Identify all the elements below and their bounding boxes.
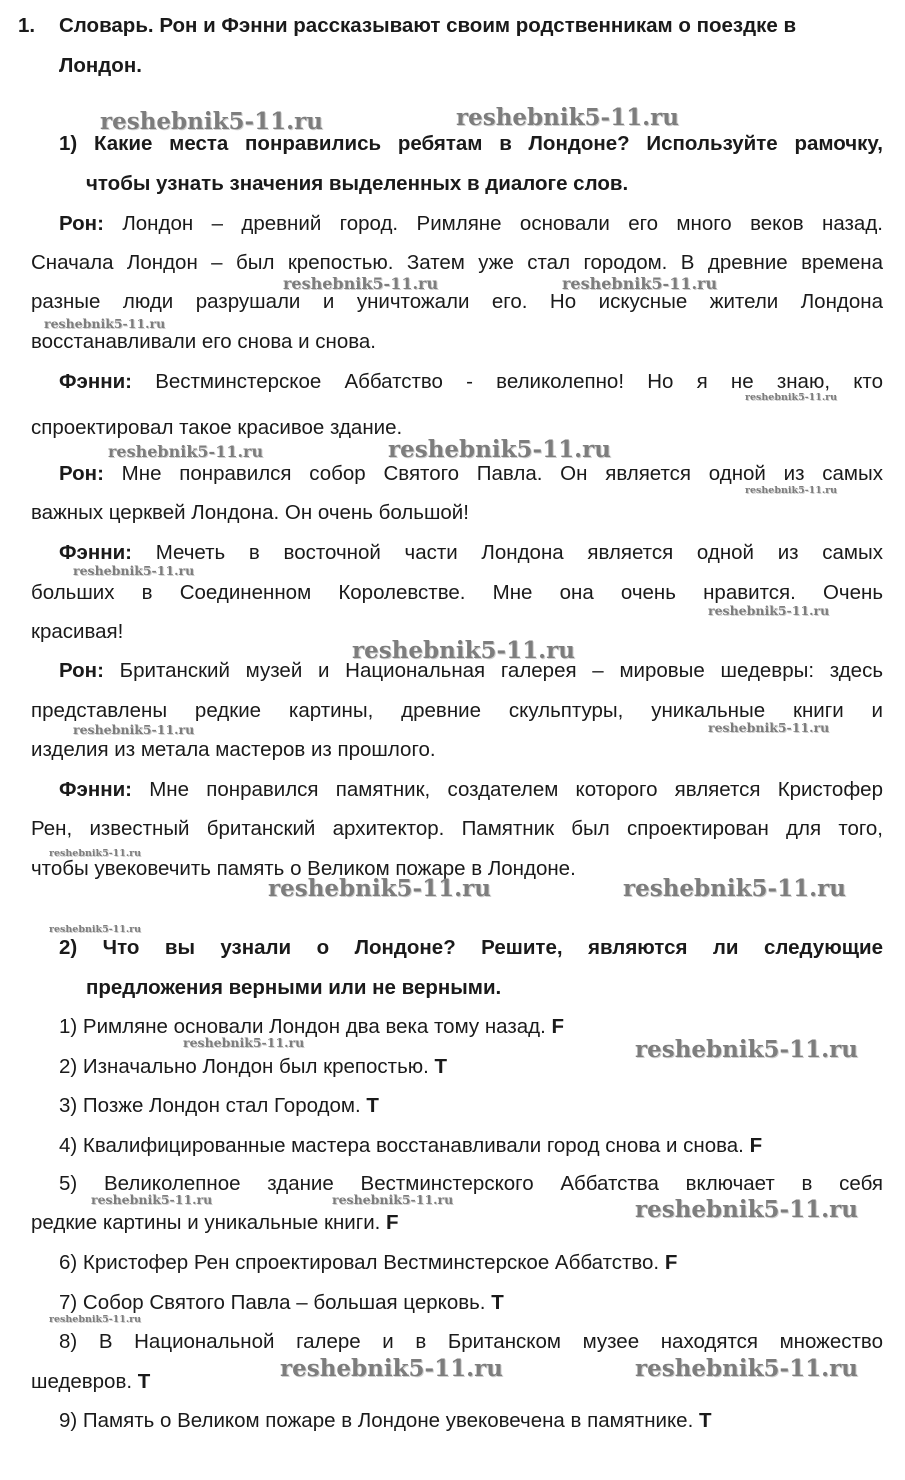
dialogue-line: больших в Соединенном Королевстве. Мне она очень нравится. Очень: [31, 581, 883, 604]
dialogue-line: Рон: Мне понравился собор Святого Павла. Он является одной из самых: [59, 462, 883, 485]
watermark: reshebnik5-11.ru: [332, 1192, 454, 1207]
answer-mark: T: [137, 1370, 151, 1393]
speaker-name: Фэнни:: [59, 541, 133, 564]
statement: 1) Римляне основали Лондон два века тому назад. F: [59, 1015, 565, 1038]
watermark: reshebnik5-11.ru: [283, 274, 439, 293]
task1-question: 1) Какие места понравились ребятам в Лондоне? Используйте рамочку,: [59, 132, 883, 155]
watermark: reshebnik5-11.ru: [635, 1196, 858, 1223]
watermark: reshebnik5-11.ru: [183, 1035, 305, 1050]
dialogue-line: красивая!: [31, 620, 124, 643]
dialogue-line: Сначала Лондон – был крепостью. Затем уже стал городом. В древние времена: [31, 251, 883, 274]
statement: 6) Кристофер Рен спроектировал Вестминстерское Аббатство. F: [59, 1251, 678, 1274]
dialogue-line: чтобы увековечить память о Великом пожаре в Лондоне.: [31, 857, 576, 880]
speaker-name: Рон:: [59, 212, 104, 235]
statement: 4) Квалифицированные мастера восстанавливали город снова и снова. F: [59, 1134, 763, 1157]
speaker-name: Рон:: [59, 659, 104, 682]
statement: 9) Память о Великом пожаре в Лондоне увековечена в памятнике. T: [59, 1409, 712, 1432]
exercise-title-cont: Лондон.: [59, 54, 142, 77]
watermark: reshebnik5-11.ru: [73, 563, 195, 578]
dialogue-line: Рен, известный британский архитектор. Памятник был спроектирован для того,: [31, 817, 883, 840]
speaker-name: Фэнни:: [59, 778, 133, 801]
watermark: reshebnik5-11.ru: [280, 1355, 503, 1382]
dialogue-line: Рон: Британский музей и Национальная галерея – мировые шедевры: здесь: [59, 659, 883, 682]
task2-question: 2) Что вы узнали о Лондоне? Решите, являются ли следующие: [59, 936, 883, 959]
watermark: reshebnik5-11.ru: [456, 104, 679, 131]
speaker-name: Фэнни:: [59, 370, 133, 393]
watermark: reshebnik5-11.ru: [623, 875, 846, 902]
exercise-title: Словарь. Рон и Фэнни рассказывают своим родственникам о поездке в: [59, 14, 797, 37]
answer-mark: F: [664, 1251, 678, 1274]
statement-cont: шедевров. T: [31, 1370, 151, 1393]
dialogue-line: изделия из метала мастеров из прошлого.: [31, 738, 436, 761]
watermark: reshebnik5-11.ru: [49, 848, 142, 859]
speaker-name: Рон:: [59, 462, 104, 485]
statement-cont: редкие картины и уникальные книги. F: [31, 1211, 399, 1234]
watermark: reshebnik5-11.ru: [745, 392, 838, 403]
watermark: reshebnik5-11.ru: [268, 875, 491, 902]
watermark: reshebnik5-11.ru: [44, 316, 166, 331]
dialogue-line: восстанавливали его снова и снова.: [31, 330, 376, 353]
watermark: reshebnik5-11.ru: [388, 436, 611, 463]
watermark: reshebnik5-11.ru: [108, 442, 264, 461]
answer-mark: F: [551, 1015, 565, 1038]
statement: 5) Великолепное здание Вестминстерского Аббатства включает в себя: [59, 1172, 883, 1195]
watermark: reshebnik5-11.ru: [745, 485, 838, 496]
dialogue-line: Рон: Лондон – древний город. Римляне основали его много веков назад.: [59, 212, 883, 235]
watermark: reshebnik5-11.ru: [635, 1036, 858, 1063]
statement: 3) Позже Лондон стал Городом. T: [59, 1094, 379, 1117]
answer-mark: T: [698, 1409, 712, 1432]
watermark: reshebnik5-11.ru: [708, 720, 830, 735]
watermark: reshebnik5-11.ru: [73, 722, 195, 737]
statement: 8) В Национальной галере и в Британском музее находятся множество: [59, 1330, 883, 1353]
dialogue-line: Фэнни: Мне понравился памятник, создателем которого является Кристофер: [59, 778, 883, 801]
dialogue-line: важных церквей Лондона. Он очень большой!: [31, 501, 469, 524]
watermark: reshebnik5-11.ru: [708, 603, 830, 618]
watermark: reshebnik5-11.ru: [352, 637, 575, 664]
dialogue-line: представлены редкие картины, древние скульптуры, уникальные книги и: [31, 699, 883, 722]
answer-mark: T: [366, 1094, 379, 1117]
task2-question-cont: предложения верными или не верными.: [86, 976, 502, 999]
dialogue-line: разные люди разрушали и уничтожали его. Но искусные жители Лондона: [31, 290, 883, 313]
exercise-number: 1.: [18, 14, 36, 37]
dialogue-line: Фэнни: Мечеть в восточной части Лондона является одной из самых: [59, 541, 883, 564]
answer-mark: T: [434, 1055, 448, 1078]
task1-question-cont: чтобы узнать значения выделенных в диалоге слов.: [86, 172, 629, 195]
watermark: reshebnik5-11.ru: [562, 274, 718, 293]
statement: 2) Изначально Лондон был крепостью. T: [59, 1055, 448, 1078]
statement: 7) Собор Святого Павла – большая церковь. T: [59, 1291, 504, 1314]
watermark: reshebnik5-11.ru: [100, 108, 323, 135]
answer-mark: F: [749, 1134, 763, 1157]
watermark: reshebnik5-11.ru: [49, 1314, 142, 1325]
answer-mark: T: [491, 1291, 504, 1314]
answer-mark: F: [386, 1211, 399, 1234]
dialogue-line: спроектировал такое красивое здание.: [31, 416, 403, 439]
watermark: reshebnik5-11.ru: [91, 1192, 213, 1207]
dialogue-line: Фэнни: Вестминстерское Аббатство - великолепно! Но я не знаю, кто: [59, 370, 883, 393]
watermark: reshebnik5-11.ru: [49, 924, 142, 935]
watermark: reshebnik5-11.ru: [635, 1355, 858, 1382]
